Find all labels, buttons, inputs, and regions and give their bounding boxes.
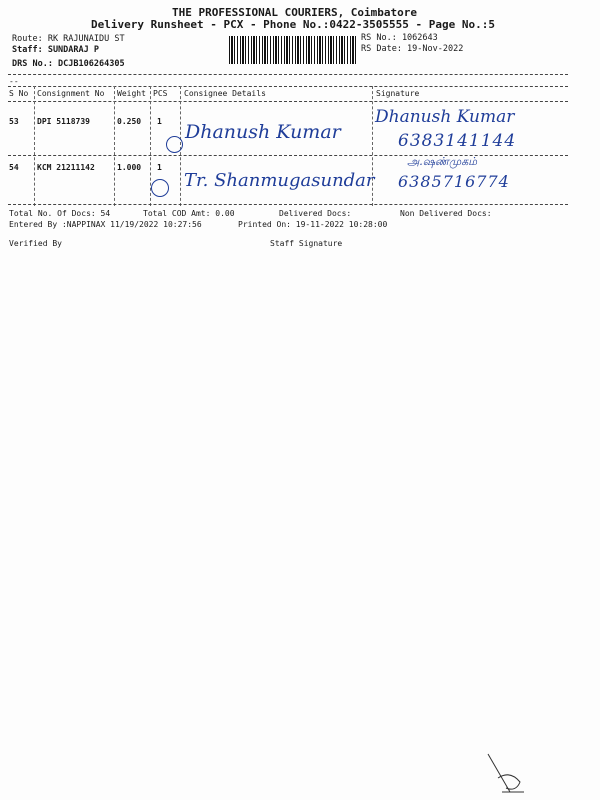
received-mark-circle [151, 179, 169, 197]
row-53-consignee-handwriting: Dhanush Kumar [185, 121, 341, 143]
row-53-signature-name: Dhanush Kumar [375, 107, 515, 127]
delivered-docs: Delivered Docs: [279, 209, 352, 218]
row-54-signature-phone: 6385716774 [398, 172, 510, 191]
rule-header-bottom [8, 101, 568, 102]
col-signature: Signature [376, 89, 420, 98]
row-54-weight: 1.000 [117, 163, 142, 172]
col-divider [34, 86, 35, 206]
barcode [229, 36, 357, 64]
non-delivered-docs: Non Delivered Docs: [400, 209, 492, 218]
row-53-signature-phone: 6383141144 [398, 131, 517, 151]
row-53-sno: 53 [9, 117, 19, 126]
drs-label: DRS No.: DCJB106264305 [12, 59, 125, 69]
verified-by: Verified By [9, 239, 62, 248]
rule-top [8, 74, 568, 75]
route-label: Route: RK RAJUNAIDU ST [12, 34, 125, 44]
received-mark-circle [166, 136, 183, 153]
total-docs: Total No. Of Docs: 54 [9, 209, 111, 218]
staff-signature: Staff Signature [270, 239, 343, 248]
rs-date: RS Date: 19-Nov-2022 [361, 44, 464, 54]
company-title: THE PROFESSIONAL COURIERS, Coimbatore [172, 6, 418, 19]
row-54-consignee-handwriting: Tr. Shanmugasundar [184, 170, 375, 191]
col-weight: Weight [117, 89, 146, 98]
rule-row-53 [8, 155, 568, 156]
row-54-consignment: KCM 21211142 [37, 163, 95, 172]
row-54-sno: 54 [9, 163, 19, 172]
col-consignee: Consignee Details [184, 89, 266, 98]
printed-on: Printed On: 19-11-2022 10:28:00 [238, 220, 388, 229]
row-53-weight: 0.250 [117, 117, 142, 126]
entered-by: Entered By :NAPPINAX 11/19/2022 10:27:56 [9, 220, 202, 229]
total-cod: Total COD Amt: 0.00 [143, 209, 235, 218]
col-divider [114, 86, 115, 206]
row-54-signature-name: அ.ஷண்முகம் [407, 155, 478, 168]
row-53-consignment: DPI 5118739 [37, 117, 90, 126]
runsheet-title: Delivery Runsheet - PCX - Phone No.:0422-3505555 - Page No.:5 [91, 18, 495, 31]
row-53-pcs: 1 [157, 117, 162, 126]
rule-bottom [8, 204, 568, 205]
staff-label: Staff: SUNDARAJ P [12, 45, 99, 55]
top-marker: -- [9, 77, 19, 86]
col-pcs: PCS [153, 89, 168, 98]
col-sno: S No [9, 89, 29, 98]
row-54-pcs: 1 [157, 163, 162, 172]
rs-number: RS No.: 1062643 [361, 33, 438, 43]
col-consignment: Consignment No [37, 89, 105, 98]
staff-signature-scribble [480, 748, 530, 798]
rule-header-top [8, 86, 568, 87]
